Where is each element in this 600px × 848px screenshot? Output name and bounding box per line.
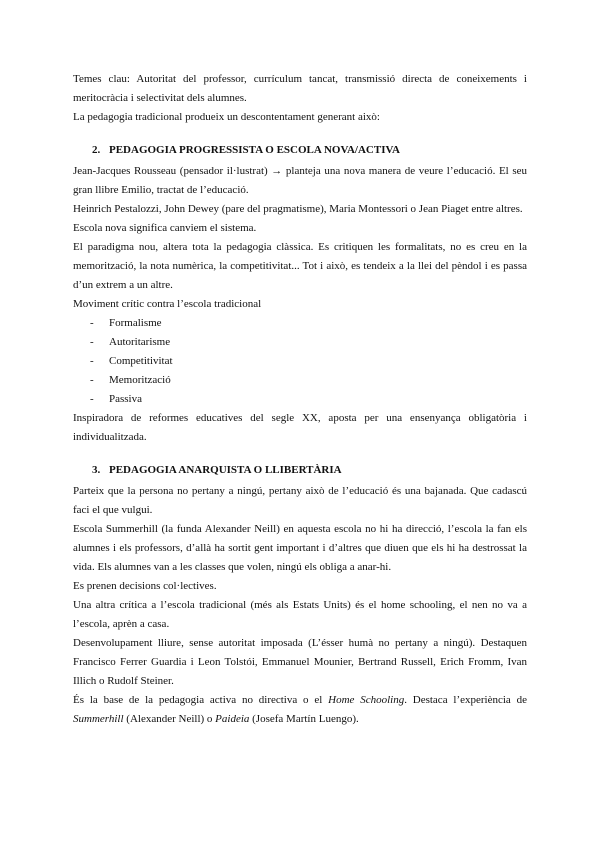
section-3-number: 3. <box>92 464 101 476</box>
paradigm-paragraph: El paradigma nou, altera tota la pedagogia clàssica. Es critiquen les formalitats, no es creu en la memorització, la nota numèrica, la competitivitat... Tot i això, es tendeix a la llei del pèndol i es passa d’un extrem a un altre. <box>73 241 527 291</box>
list-item: - Memorització <box>73 371 527 390</box>
list-item: - Competitivitat <box>73 352 527 371</box>
authors-paragraph: Heinrich Pestalozzi, John Dewey (pare del pragmatisme), Maria Montessori o Jean Piaget entre altres. <box>73 203 523 215</box>
critical-movement-paragraph: Moviment crític contra l’escola tradicional <box>73 298 262 310</box>
list-item: - Passiva <box>73 390 527 409</box>
criticisms-list <box>73 314 527 409</box>
escola-nova-paragraph: Escola nova significa canviem el sistema. <box>73 222 257 234</box>
active-pedagogy-paragraph <box>73 691 527 729</box>
section-2-number: 2. <box>92 144 101 156</box>
summerhill-term: Summerhill <box>73 713 124 725</box>
list-item: - Autoritarisme <box>73 333 527 352</box>
list-item: - Formalisme <box>73 314 527 333</box>
text-run: És la base de la pedagogia activa no directiva o el <box>73 694 329 706</box>
section-3-heading <box>92 461 527 480</box>
keywords-paragraph: Temes clau: Autoritat del professor, currículum tancat, transmissió directa de coneixements i meritocràcia i selectivitat dels alumnes. <box>73 73 527 104</box>
summerhill-paragraph: Escola Summerhill (la funda Alexander Neill) en aquesta escola no hi ha direcció, l’escola la fan els alumnes i els professors, d’allà ha sortit gent important i d’altres que diuen que els hi ha destrossat la vida. Els alumnes van a les classes que volen, ningú els obliga a anar-hi. <box>73 523 527 573</box>
section-2-heading <box>92 141 527 160</box>
section-2-title: PEDAGOGIA PROGRESSISTA O ESCOLA NOVA/ACTIVA <box>109 144 400 156</box>
text-run: (Alexander Neill) o <box>123 713 216 725</box>
text-run: . Destaca l’experiència de <box>404 694 527 706</box>
paideia-term: Paideia <box>215 713 250 725</box>
collective-decisions-paragraph: Es prenen decisions col·lectives. <box>73 580 217 592</box>
home-schooling-term: Home Schooling <box>328 694 405 706</box>
rousseau-paragraph: Jean-Jacques Rousseau (pensador il·lustrat) → planteja una nova manera de veure l’educació. El seu gran llibre Emilio, tractat de l’educació. <box>73 165 527 196</box>
text-run: (Josefa Martín Luengo). <box>249 713 359 725</box>
discontent-paragraph: La pedagogia tradicional produeix un descontentament generant això: <box>73 111 380 123</box>
section-3-title: PEDAGOGIA ANARQUISTA O LLIBERTÀRIA <box>109 464 342 476</box>
anarchist-premise-paragraph: Parteix que la persona no pertany a ningú, pertany això de l’educació és una bajanada. Que cadascú faci el que vulgui. <box>73 485 527 516</box>
document-page <box>73 70 527 729</box>
reforms-paragraph: Inspiradora de reformes educatives del segle XX, aposta per una ensenyança obligatòria i individualitzada. <box>73 412 527 443</box>
home-schooling-paragraph: Una altra crítica a l’escola tradicional (més als Estats Units) és el home schooling, el nen no va a l’escola, aprèn a casa. <box>73 599 527 630</box>
free-development-paragraph: Desenvolupament lliure, sense autoritat imposada (L’ésser humà no pertany a ningú). Destaquen Francisco Ferrer Guardia i Leon Tolstói, Emmanuel Mounier, Bertrand Russell, Erich Fromm, Ivan Illich o Rudolf Steiner. <box>73 637 527 687</box>
